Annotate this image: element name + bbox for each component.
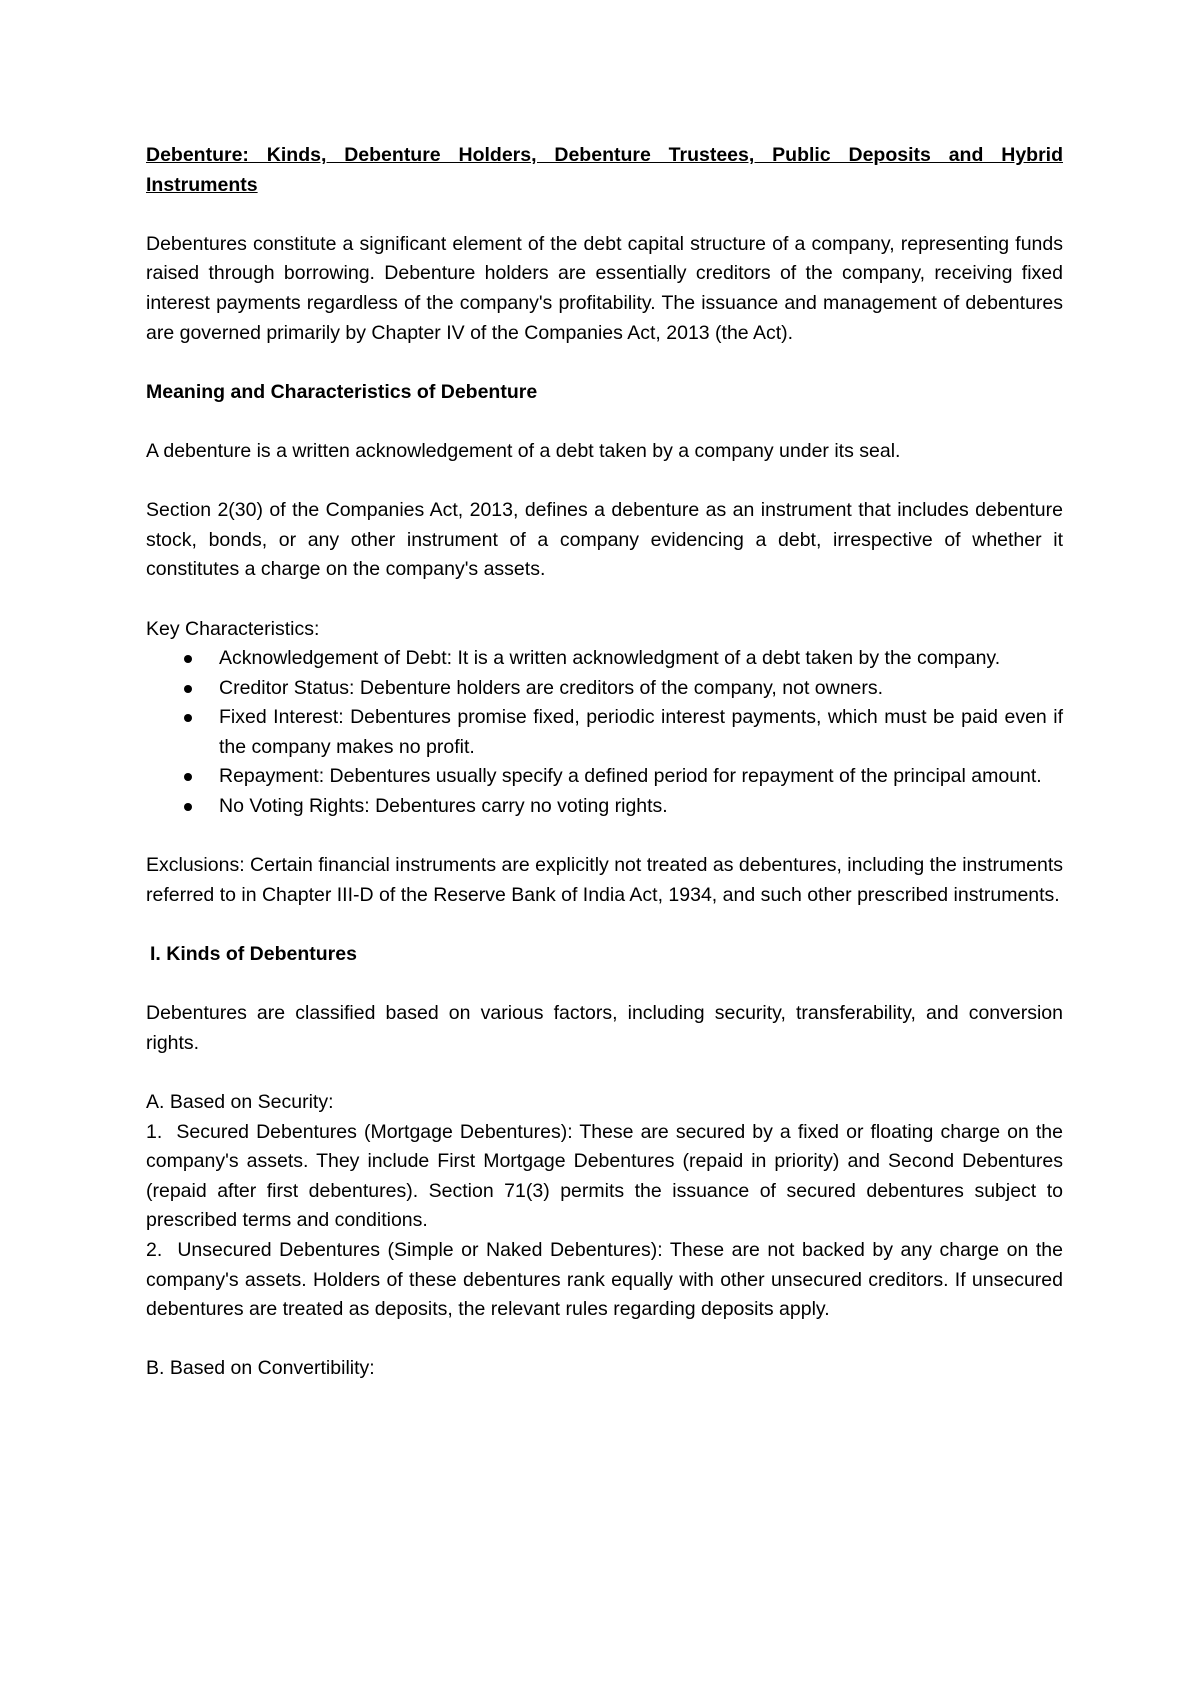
security-label: A. Based on Security: (146, 1091, 334, 1113)
spacer (146, 585, 1063, 615)
list-item-text: Creditor Status: Debenture holders are creditors of the company, not owners. (219, 676, 884, 699)
document-page (146, 141, 1063, 1384)
list-item-text: Acknowledgement of Debt: It is a written acknowledgment of a debt taken by the company. (219, 647, 1001, 670)
section-heading-meaning: Meaning and Characteristics of Debenture (146, 380, 538, 403)
numbered-item-unsecured: 2. Unsecured Debentures (Simple or Naked Debentures): These are not backed by any charge on the company's assets. Holders of these debentures rank equally with other unsecured creditors. If unsecured debentures are treated as deposits, the relevant rules regarding deposits apply. (146, 1238, 1063, 1321)
meaning-paragraph-2: Section 2(30) of the Companies Act, 2013, defines a debenture as an instrument that includes debenture stock, bonds, or any other instrument of a company evidencing a debt, irrespective of whether it constitutes a charge on the company's assets. (146, 499, 1063, 581)
kinds-intro-paragraph: Debentures are classified based on various factors, including security, transferability, and conversion rights. (146, 1002, 1063, 1054)
bullet-icon (184, 685, 192, 693)
meaning-paragraph-1: A debenture is a written acknowledgement of a debt taken by a company under its seal. (146, 439, 901, 462)
spacer (146, 467, 1063, 497)
numbered-item-secured: 1. Secured Debentures (Mortgage Debentures): These are secured by a fixed or floating charge on the company's assets. They include First Mortgage Debentures (repaid in priority) and Second Debentures (repaid after first debentures). Section 71(3) permits the issuance of secured debentures subject to prescribed terms and conditions. (146, 1120, 1063, 1232)
spacer (146, 970, 1063, 1000)
spacer (146, 1058, 1063, 1088)
spacer (146, 910, 1063, 940)
spacer (146, 348, 1063, 378)
key-characteristics-label: Key Characteristics: (146, 617, 320, 640)
list-item (146, 644, 1063, 674)
bullet-icon (184, 714, 192, 722)
list-item-text: No Voting Rights: Debentures carry no voting rights. (219, 795, 668, 818)
list-item (146, 703, 1063, 762)
list-item (146, 762, 1063, 792)
convertibility-label: B. Based on Convertibility: (146, 1357, 375, 1380)
characteristics-list (146, 644, 1063, 822)
spacer (146, 1325, 1063, 1355)
list-item-text: Fixed Interest: Debentures promise fixed, periodic interest payments, which must be paid even if the company makes no profit. (219, 706, 1063, 758)
bullet-icon (184, 803, 192, 811)
document-title: Debenture: Kinds, Debenture Holders, Debenture Trustees, Public Deposits and Hybrid Instruments (146, 144, 1063, 196)
spacer (146, 407, 1063, 437)
bullet-icon (184, 773, 192, 781)
spacer (146, 200, 1063, 230)
list-item (146, 792, 1063, 822)
bullet-icon (184, 655, 192, 663)
list-item-text: Repayment: Debentures usually specify a defined period for repayment of the principal amount. (219, 765, 1042, 788)
exclusions-paragraph: Exclusions: Certain financial instruments are explicitly not treated as debentures, including the instruments referred to in Chapter III-D of the Reserve Bank of India Act, 1934, and such other prescribed instruments. (146, 854, 1063, 906)
section-heading-kinds: I. Kinds of Debentures (150, 943, 357, 966)
spacer (146, 822, 1063, 852)
intro-paragraph: Debentures constitute a significant element of the debt capital structure of a company, representing funds raised through borrowing. Debenture holders are essentially creditors of the company, receiving fixed interest payments regardless of the company's profitability. The issuance and management of debentures are governed primarily by Chapter IV of the Companies Act, 2013 (the Act). (146, 232, 1063, 344)
list-item (146, 674, 1063, 704)
